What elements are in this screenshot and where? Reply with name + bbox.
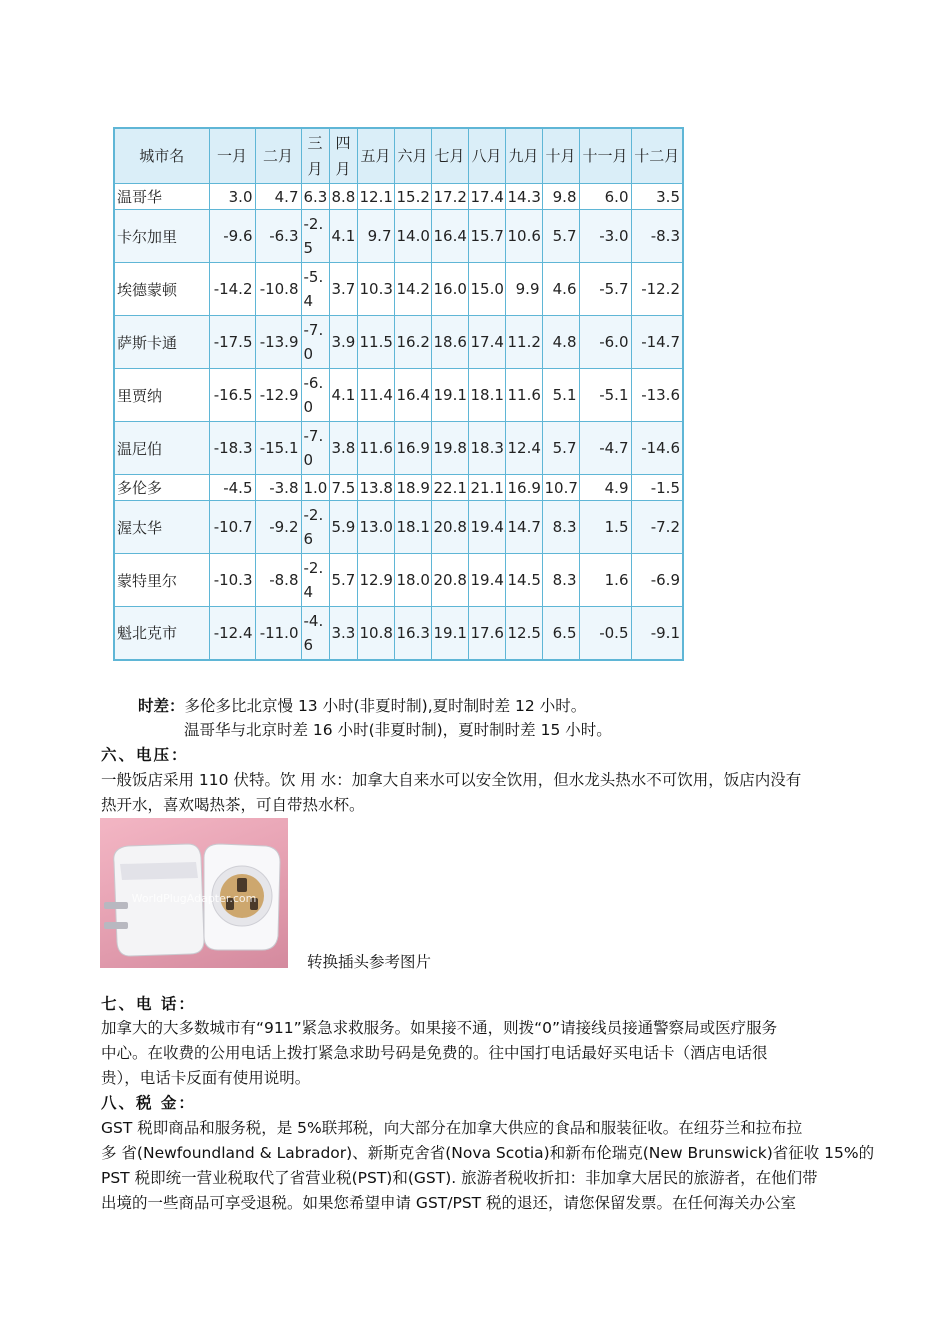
temperature-cell: 9.8 — [542, 184, 579, 210]
temperature-cell: 5.7 — [542, 422, 579, 475]
table-header-cell: 三月 — [301, 128, 329, 184]
table-header-cell: 十月 — [542, 128, 579, 184]
phone-text-line-3: 贵），电话卡反面有使用说明。 — [101, 1069, 311, 1087]
temperature-cell: 4.8 — [542, 316, 579, 369]
city-name-cell: 埃德蒙顿 — [114, 263, 209, 316]
temperature-cell: 4.6 — [542, 263, 579, 316]
temperature-cell: 16.4 — [394, 369, 431, 422]
temperature-cell: -8.3 — [631, 210, 683, 263]
temperature-cell: -2.4 — [301, 554, 329, 607]
temperature-cell: 4.1 — [329, 369, 357, 422]
table-header-cell: 六月 — [394, 128, 431, 184]
temperature-cell: 9.7 — [357, 210, 394, 263]
table-row — [114, 369, 683, 422]
temperature-cell: 10.3 — [357, 263, 394, 316]
temperature-cell: 18.1 — [394, 501, 431, 554]
table-header-cell: 八月 — [468, 128, 505, 184]
temperature-cell: 1.6 — [579, 554, 631, 607]
temperature-cell: -6.0 — [579, 316, 631, 369]
temperature-cell: 12.4 — [505, 422, 542, 475]
temperature-cell: 12.9 — [357, 554, 394, 607]
temperature-cell: 8.8 — [329, 184, 357, 210]
temperature-cell: 18.3 — [468, 422, 505, 475]
temperature-cell: -10.3 — [209, 554, 255, 607]
temperature-cell: 4.7 — [255, 184, 301, 210]
temperature-cell: -12.4 — [209, 607, 255, 660]
temperature-cell: -2.5 — [301, 210, 329, 263]
temperature-cell: -7.0 — [301, 316, 329, 369]
temperature-cell: 3.0 — [209, 184, 255, 210]
timezone-line-1 — [138, 694, 586, 719]
temperature-cell: -6.9 — [631, 554, 683, 607]
table-row — [114, 210, 683, 263]
temperature-cell: -14.6 — [631, 422, 683, 475]
temperature-cell: 16.2 — [394, 316, 431, 369]
table-row — [114, 501, 683, 554]
temperature-cell: 16.9 — [505, 475, 542, 501]
temperature-cell: -11.0 — [255, 607, 301, 660]
temperature-cell: 11.6 — [505, 369, 542, 422]
temperature-cell: -6.0 — [301, 369, 329, 422]
plug-adapter-icon — [100, 818, 288, 968]
timezone-text-1: 多伦多比北京慢 13 小时(非夏时制),夏时制时差 12 小时。 — [184, 697, 587, 715]
temperature-cell: -10.7 — [209, 501, 255, 554]
temperature-cell: -13.6 — [631, 369, 683, 422]
table-header-cell: 四月 — [329, 128, 357, 184]
temperature-cell: 3.3 — [329, 607, 357, 660]
city-name-cell: 卡尔加里 — [114, 210, 209, 263]
section-tax-heading: 八、税 金： — [101, 1094, 196, 1112]
table-body — [114, 184, 683, 660]
tax-text-line-3: PST 税即统一营业税取代了省营业税(PST)和(GST). 旅游者税收折扣：非加拿大居民的旅游者，在他们带 — [101, 1169, 818, 1187]
temperature-cell: -3.0 — [579, 210, 631, 263]
temperature-cell: 19.4 — [468, 501, 505, 554]
temperature-cell: 11.2 — [505, 316, 542, 369]
temperature-cell: -7.0 — [301, 422, 329, 475]
temperature-cell: 6.0 — [579, 184, 631, 210]
table-header-cell: 十二月 — [631, 128, 683, 184]
table-row — [114, 316, 683, 369]
temperature-cell: 17.4 — [468, 184, 505, 210]
tax-text-line-1: GST 税即商品和服务税，是 5%联邦税，向大部分在加拿大供应的食品和服装征收。在纽芬兰和拉布拉 — [101, 1119, 803, 1137]
temperature-cell: 17.2 — [431, 184, 468, 210]
temperature-cell: 19.1 — [431, 607, 468, 660]
temperature-cell: -12.2 — [631, 263, 683, 316]
temperature-cell: 3.9 — [329, 316, 357, 369]
temperature-cell: 14.2 — [394, 263, 431, 316]
city-name-cell: 多伦多 — [114, 475, 209, 501]
temperature-cell: -6.3 — [255, 210, 301, 263]
temperature-cell: 11.4 — [357, 369, 394, 422]
table-header-cell: 九月 — [505, 128, 542, 184]
temperature-cell: -13.9 — [255, 316, 301, 369]
temperature-cell: 10.8 — [357, 607, 394, 660]
temperature-cell: -3.8 — [255, 475, 301, 501]
temperature-cell: 5.1 — [542, 369, 579, 422]
temperature-cell: 19.1 — [431, 369, 468, 422]
temperature-cell: 14.5 — [505, 554, 542, 607]
temperature-cell: 16.3 — [394, 607, 431, 660]
temperature-cell: 16.4 — [431, 210, 468, 263]
temperature-cell: 4.1 — [329, 210, 357, 263]
temperature-cell: 22.1 — [431, 475, 468, 501]
table-row — [114, 422, 683, 475]
table-row — [114, 184, 683, 210]
temperature-cell: 15.2 — [394, 184, 431, 210]
table-header-cell: 二月 — [255, 128, 301, 184]
temperature-cell: -15.1 — [255, 422, 301, 475]
city-name-cell: 魁北克市 — [114, 607, 209, 660]
temperature-cell: 14.0 — [394, 210, 431, 263]
temperature-cell: 14.3 — [505, 184, 542, 210]
timezone-line-2: 温哥华与北京时差 16 小时(非夏时制)，夏时制时差 15 小时。 — [184, 721, 612, 739]
temperature-cell: 1.5 — [579, 501, 631, 554]
photo-watermark: WorldPlugAdapter.com — [131, 892, 257, 905]
temperature-cell: -8.8 — [255, 554, 301, 607]
temperature-cell: 3.5 — [631, 184, 683, 210]
city-name-cell: 萨斯卡通 — [114, 316, 209, 369]
temperature-cell: 3.8 — [329, 422, 357, 475]
temperature-cell: 19.4 — [468, 554, 505, 607]
table-header-row — [114, 128, 683, 184]
section-phone-heading: 七、电 话： — [101, 995, 196, 1013]
temperature-cell: 9.9 — [505, 263, 542, 316]
section-voltage-heading: 六、电压： — [101, 746, 189, 764]
temperature-cell: -4.7 — [579, 422, 631, 475]
temperature-cell: 5.7 — [542, 210, 579, 263]
temperature-cell: 18.6 — [431, 316, 468, 369]
temperature-cell: -2.6 — [301, 501, 329, 554]
temperature-cell: -16.5 — [209, 369, 255, 422]
temperature-cell: 5.9 — [329, 501, 357, 554]
temperature-cell: 20.8 — [431, 501, 468, 554]
table-row — [114, 607, 683, 660]
temperature-cell: -4.6 — [301, 607, 329, 660]
temperature-cell: -18.3 — [209, 422, 255, 475]
temperature-cell: 6.5 — [542, 607, 579, 660]
temperature-cell: -4.5 — [209, 475, 255, 501]
city-name-cell: 渥太华 — [114, 501, 209, 554]
photo-caption: 转换插头参考图片 — [307, 953, 432, 971]
temperature-cell: 7.5 — [329, 475, 357, 501]
temperature-cell: 21.1 — [468, 475, 505, 501]
temperature-cell: -5.1 — [579, 369, 631, 422]
temperature-cell: -5.7 — [579, 263, 631, 316]
temperature-cell: -17.5 — [209, 316, 255, 369]
tax-text-line-4: 出境的一些商品可享受退税。如果您希望申请 GST/PST 税的退还，请您保留发票。在任何海关办公室 — [101, 1194, 797, 1212]
voltage-text-line-1: 一般饭店采用 110 伏特。饮 用 水：加拿大自来水可以安全饮用，但水龙头热水不可饮用，饭店内没有 — [101, 771, 802, 789]
temperature-cell: -14.7 — [631, 316, 683, 369]
temperature-cell: 1.0 — [301, 475, 329, 501]
table-header-cell: 一月 — [209, 128, 255, 184]
temperature-cell: -0.5 — [579, 607, 631, 660]
temperature-cell: 11.6 — [357, 422, 394, 475]
temperature-cell: 10.7 — [542, 475, 579, 501]
table-header-cell: 七月 — [431, 128, 468, 184]
temperature-cell: 13.8 — [357, 475, 394, 501]
table-header-cell: 城市名 — [114, 128, 209, 184]
temperature-cell: 15.7 — [468, 210, 505, 263]
temperature-cell: 15.0 — [468, 263, 505, 316]
temperature-cell: 18.9 — [394, 475, 431, 501]
temperature-cell: 6.3 — [301, 184, 329, 210]
city-name-cell: 温哥华 — [114, 184, 209, 210]
temperature-cell: 12.5 — [505, 607, 542, 660]
temperature-cell: 11.5 — [357, 316, 394, 369]
temperature-cell: 18.0 — [394, 554, 431, 607]
temperature-cell: 3.7 — [329, 263, 357, 316]
city-name-cell: 里贾纳 — [114, 369, 209, 422]
table-header-cell: 十一月 — [579, 128, 631, 184]
temperature-cell: -9.2 — [255, 501, 301, 554]
temperature-cell: 17.6 — [468, 607, 505, 660]
temperature-cell: -5.4 — [301, 263, 329, 316]
temperature-cell: -10.8 — [255, 263, 301, 316]
temperature-cell: 13.0 — [357, 501, 394, 554]
temperature-cell: 5.7 — [329, 554, 357, 607]
table-row — [114, 263, 683, 316]
temperature-cell: 16.9 — [394, 422, 431, 475]
temperature-cell: 4.9 — [579, 475, 631, 501]
temperature-cell: -9.6 — [209, 210, 255, 263]
temperature-cell: 19.8 — [431, 422, 468, 475]
temperature-table — [113, 127, 684, 661]
temperature-cell: -9.1 — [631, 607, 683, 660]
temperature-cell: -1.5 — [631, 475, 683, 501]
city-name-cell: 温尼伯 — [114, 422, 209, 475]
plug-adapter-photo — [100, 818, 288, 968]
temperature-cell: 10.6 — [505, 210, 542, 263]
temperature-cell: -14.2 — [209, 263, 255, 316]
temperature-cell: -7.2 — [631, 501, 683, 554]
table-row — [114, 475, 683, 501]
city-name-cell: 蒙特里尔 — [114, 554, 209, 607]
temperature-cell: 16.0 — [431, 263, 468, 316]
voltage-text-line-2: 热开水，喜欢喝热茶，可自带热水杯。 — [101, 796, 365, 814]
temperature-cell: 17.4 — [468, 316, 505, 369]
temperature-cell: -12.9 — [255, 369, 301, 422]
table-header-cell: 五月 — [357, 128, 394, 184]
tax-text-line-2: 多 省(Newfoundland & Labrador)、新斯克舍省(Nova Scotia)和新布伦瑞克(New Brunswick)省征收 15%的 — [101, 1144, 875, 1162]
phone-text-line-1: 加拿大的大多数城市有“911”紧急求救服务。如果接不通，则拨“0”请接线员接通警察局或医疗服务 — [101, 1019, 778, 1037]
temperature-cell: 18.1 — [468, 369, 505, 422]
timezone-label: 时差： — [138, 697, 185, 715]
temperature-cell: 8.3 — [542, 554, 579, 607]
phone-text-line-2: 中心。在收费的公用电话上拨打紧急求助号码是免费的。往中国打电话最好买电话卡（酒店电话很 — [101, 1044, 768, 1062]
temperature-cell: 14.7 — [505, 501, 542, 554]
table-row — [114, 554, 683, 607]
temperature-cell: 8.3 — [542, 501, 579, 554]
temperature-cell: 20.8 — [431, 554, 468, 607]
temperature-cell: 12.1 — [357, 184, 394, 210]
